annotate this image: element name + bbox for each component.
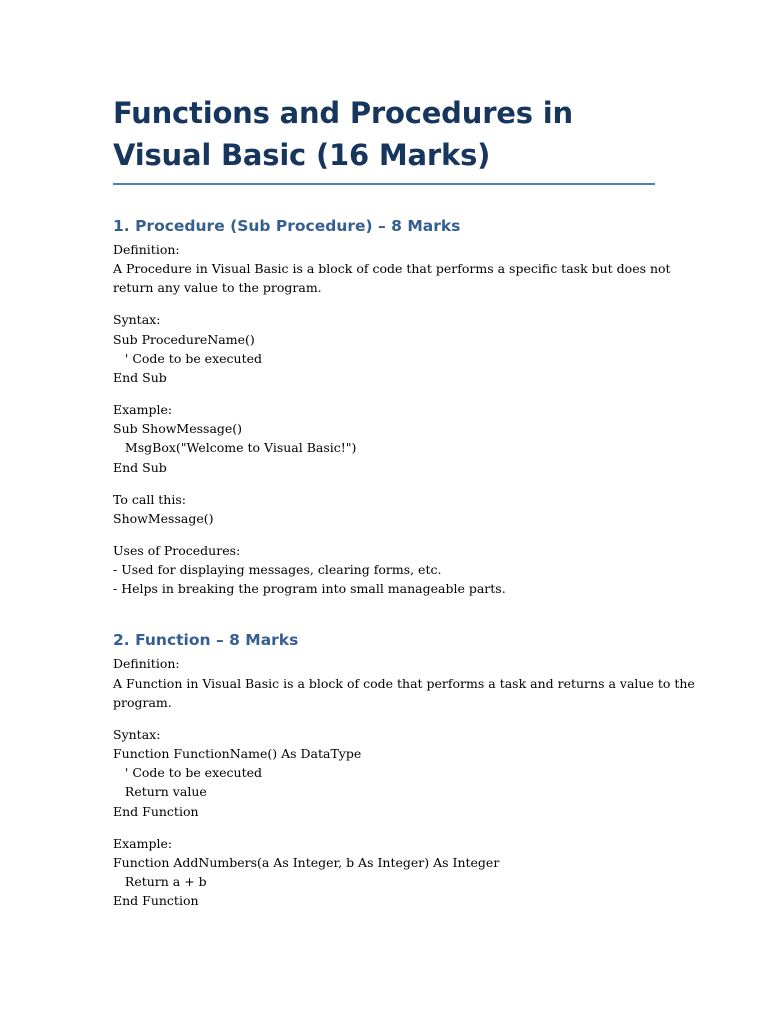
definition-label: Definition: [113, 656, 180, 672]
example-label: Example: [113, 402, 173, 418]
syntax-line: Function FunctionName() As DataType [113, 746, 362, 762]
example-line: End Sub [113, 459, 167, 475]
syntax-line: ' Code to be executed [113, 350, 263, 366]
example-line: Function AddNumbers(a As Integer, b As Integer) As Integer [113, 854, 500, 870]
call-label: To call this: [113, 491, 186, 507]
example-line: MsgBox("Welcome to Visual Basic!") [113, 440, 357, 456]
example-line: Return a + b [113, 874, 207, 890]
example-line: End Function [113, 893, 199, 909]
function-example [113, 834, 655, 911]
function-definition [113, 654, 695, 712]
call-line: ShowMessage() [113, 510, 214, 526]
syntax-line: End Sub [113, 370, 167, 386]
syntax-line: End Function [113, 803, 199, 819]
section-heading-function: 2. Function – 8 Marks [113, 631, 299, 650]
syntax-label: Syntax: [113, 726, 161, 742]
section-heading-procedure: 1. Procedure (Sub Procedure) – 8 Marks [113, 217, 461, 235]
syntax-label: Syntax: [113, 312, 161, 328]
example-label: Example: [113, 835, 173, 851]
definition-label: Definition: [113, 242, 180, 257]
definition-line: A Function in Visual Basic is a block of code that performs a task and returns a value to the [113, 675, 695, 691]
syntax-line: Sub ProcedureName() [113, 331, 255, 347]
procedure-call [113, 490, 655, 528]
function-syntax [113, 725, 655, 821]
uses-line: - Helps in breaking the program into small manageable parts. [113, 581, 506, 597]
definition-line: A Procedure in Visual Basic is a block of code that performs a specific task but does not [113, 261, 671, 277]
example-line: Sub ShowMessage() [113, 421, 243, 437]
syntax-line: ' Code to be executed [113, 765, 263, 781]
syntax-line: Return value [113, 784, 207, 800]
document-title: Functions and Procedures in Visual Basic (16 Marks) [113, 92, 655, 185]
procedure-definition [113, 240, 671, 298]
procedure-syntax [113, 310, 655, 387]
procedure-example [113, 400, 655, 477]
definition-line: return any value to the program. [113, 280, 322, 296]
uses-label: Uses of Procedures: [113, 542, 241, 558]
definition-line: program. [113, 694, 172, 710]
uses-line: - Used for displaying messages, clearing forms, etc. [113, 562, 442, 578]
document-page [113, 92, 695, 910]
procedure-uses [113, 541, 655, 599]
